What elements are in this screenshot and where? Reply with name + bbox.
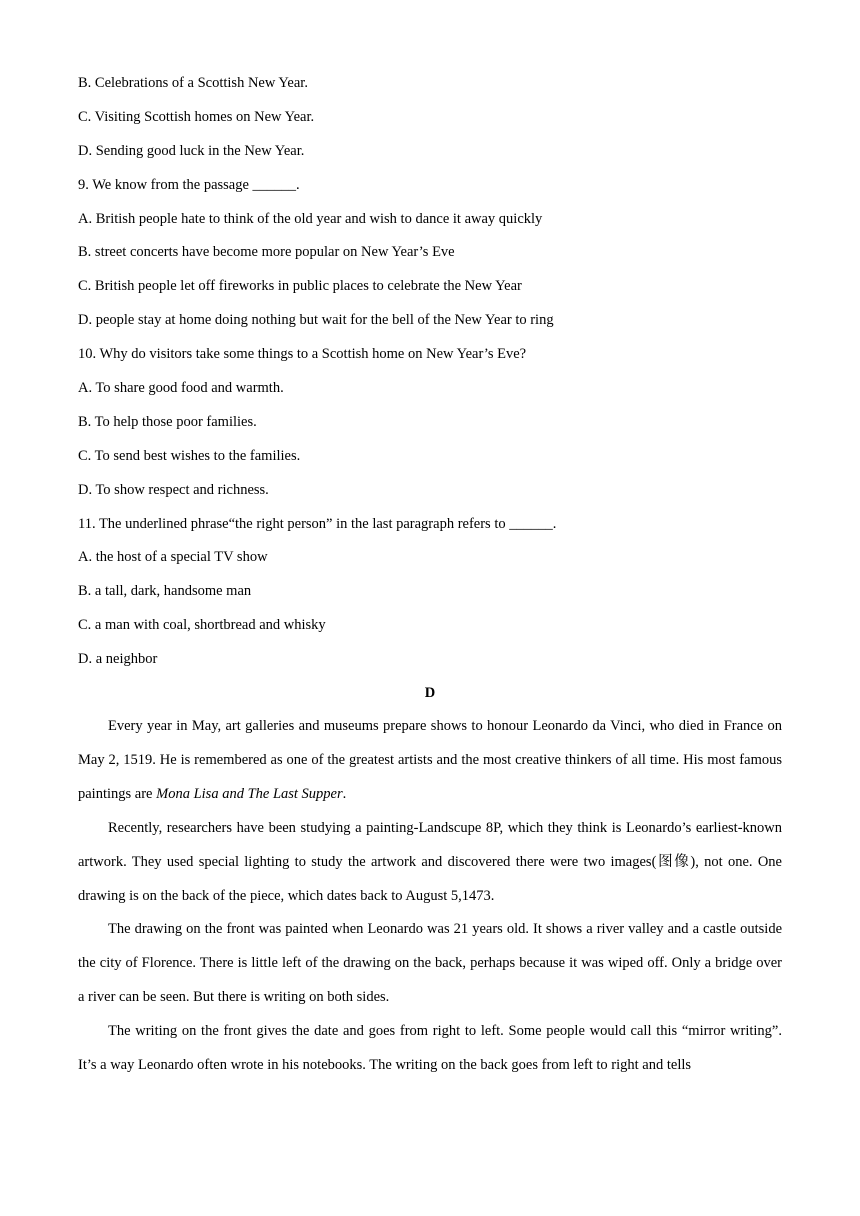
option-b-q11: B. a tall, dark, handsome man bbox=[78, 583, 252, 600]
question-9: 9. We know from the passage ______. bbox=[78, 176, 300, 193]
option-b-q8: B. Celebrations of a Scottish New Year. bbox=[78, 75, 308, 91]
option-d-q9: D. people stay at home doing nothing but wait for the bell of the New Year to ring bbox=[78, 312, 554, 329]
option-c-q11: C. a man with coal, shortbread and whisky bbox=[78, 617, 326, 634]
option-d-q10: D. To show respect and richness. bbox=[78, 481, 269, 498]
option-a-q11: A. the host of a special TV show bbox=[78, 549, 268, 566]
option-b-q10: B. To help those poor families. bbox=[78, 413, 257, 430]
paragraph-1 bbox=[78, 710, 782, 812]
question-11: 11. The underlined phrase“the right person” in the last paragraph refers to ______. bbox=[78, 515, 557, 532]
option-c-q10: C. To send best wishes to the families. bbox=[78, 447, 301, 464]
document-page bbox=[78, 72, 782, 1089]
option-c-q9: C. British people let off fireworks in public places to celebrate the New Year bbox=[78, 278, 522, 295]
option-b-q9: B. street concerts have become more popular on New Year’s Eve bbox=[78, 244, 455, 261]
option-d-q8: D. Sending good luck in the New Year. bbox=[78, 142, 305, 159]
paintings-title: Mona Lisa and The Last Supper bbox=[156, 785, 343, 802]
section-title: D bbox=[424, 685, 436, 702]
paragraph-4: The writing on the front gives the date and goes from right to left. Some people would call this “mirror writing”. It’s a way Leonardo often wrote in his notebooks. The writing on the back goes from left to right and tells bbox=[78, 1023, 782, 1074]
paragraph-2: Recently, researchers have been studying a painting-Landscupe 8P, which they think is Leonardo’s earliest-known artwork. They used special lighting to study the artwork and discovered there were two images(图像), not one. One drawing is on the back of the piece, which dates back to August 5,1473. bbox=[78, 819, 782, 904]
paragraph-1-text: Every year in May, art galleries and museums prepare shows to honour Leonardo da Vinci, who died in France on May 2, 1519. He is remembered as one of the greatest artists and the most creative thinkers of all time. His most famous paintings are bbox=[78, 718, 782, 802]
option-a-q9: A. British people hate to think of the old year and wish to dance it away quickly bbox=[78, 210, 543, 227]
option-a-q10: A. To share good food and warmth. bbox=[78, 380, 284, 397]
question-10: 10. Why do visitors take some things to a Scottish home on New Year’s Eve? bbox=[78, 346, 527, 363]
option-c-q8: C. Visiting Scottish homes on New Year. bbox=[78, 108, 315, 125]
option-d-q11: D. a neighbor bbox=[78, 651, 158, 668]
paragraph-3: The drawing on the front was painted when Leonardo was 21 years old. It shows a river valley and a castle outside the city of Florence. There is little left of the drawing on the back, perhaps because it was wiped off. Only a bridge over a river can be seen. But there is writing on both sides. bbox=[78, 921, 782, 1006]
paragraph-1-end: . bbox=[342, 785, 347, 802]
